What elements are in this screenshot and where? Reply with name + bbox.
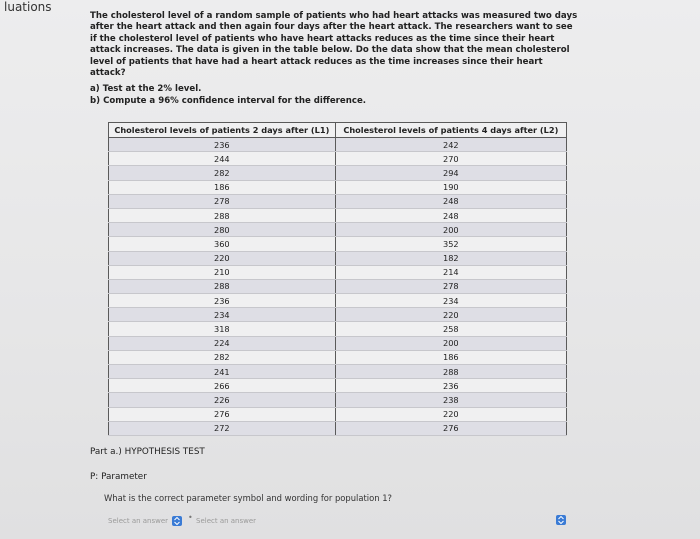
cell-l2: 276 (335, 421, 566, 435)
table-row (109, 166, 567, 180)
table-body (109, 138, 567, 436)
table-row (109, 279, 567, 293)
cell-l1: 278 (109, 194, 336, 208)
cell-l2: 294 (335, 166, 566, 180)
cell-l1: 224 (109, 336, 336, 350)
cell-l2: 182 (335, 251, 566, 265)
dropdown-arrow-icon[interactable] (556, 515, 566, 525)
table-row (109, 265, 567, 279)
cell-l1: 244 (109, 152, 336, 166)
separator-dot: • (188, 513, 193, 522)
cell-l1: 318 (109, 322, 336, 336)
cell-l1: 241 (109, 365, 336, 379)
header-l1: Cholesterol levels of patients 2 days after (L1) (109, 123, 336, 138)
table-row (109, 294, 567, 308)
cell-l1: 186 (109, 180, 336, 194)
answer-select-2[interactable] (196, 514, 566, 527)
cell-l2: 248 (335, 194, 566, 208)
table-row (109, 393, 567, 407)
table-row (109, 237, 567, 251)
table-row (109, 379, 567, 393)
cell-l1: 266 (109, 379, 336, 393)
cell-l1: 282 (109, 350, 336, 364)
cell-l2: 220 (335, 407, 566, 421)
cell-l2: 288 (335, 365, 566, 379)
table-row (109, 322, 567, 336)
table-row (109, 308, 567, 322)
cell-l1: 236 (109, 138, 336, 152)
dropdown-arrow-icon[interactable] (172, 516, 182, 526)
cell-l2: 186 (335, 350, 566, 364)
table-row (109, 407, 567, 421)
cell-l1: 282 (109, 166, 336, 180)
cell-l2: 234 (335, 294, 566, 308)
answer-select-2-value: Select an answer (196, 516, 257, 525)
cell-l1: 236 (109, 294, 336, 308)
cell-l1: 360 (109, 237, 336, 251)
cell-l1: 280 (109, 223, 336, 237)
cell-l1: 210 (109, 265, 336, 279)
task-b: b) Compute a 96% confidence interval for the difference. (90, 96, 367, 106)
cell-l2: 270 (335, 152, 566, 166)
table-row (109, 152, 567, 166)
answer-select-1-value: Select an answer (108, 516, 169, 525)
cell-l2: 248 (335, 208, 566, 222)
cell-l2: 200 (335, 223, 566, 237)
table-header-row (109, 123, 567, 138)
tab-label: luations (4, 0, 52, 14)
cell-l1: 288 (109, 208, 336, 222)
cell-l2: 236 (335, 379, 566, 393)
task-a: a) Test at the 2% level. (90, 84, 202, 94)
cell-l2: 258 (335, 322, 566, 336)
cell-l2: 220 (335, 308, 566, 322)
table-row (109, 180, 567, 194)
answer-select-1[interactable] (108, 514, 182, 527)
table-row (109, 421, 567, 435)
parameter-label: P: Parameter (90, 472, 147, 482)
cell-l2: 214 (335, 265, 566, 279)
cell-l1: 226 (109, 393, 336, 407)
problem-text: The cholesterol level of a random sample of patients who had heart attacks was measured two days after the heart attack and then again four days after the heart attack. The researchers want to see if the cholesterol level of patients who have heart attacks reduces as the time since their heart attack increases. The data is given in the table below. Do the data show that the mean cholesterol level of patients that have had a heart attack reduces as the time increases since their heart attack? (90, 11, 578, 79)
cell-l1: 234 (109, 308, 336, 322)
table-row (109, 336, 567, 350)
cell-l2: 238 (335, 393, 566, 407)
table-row (109, 194, 567, 208)
cell-l2: 190 (335, 180, 566, 194)
table-row (109, 208, 567, 222)
cholesterol-table (108, 122, 567, 436)
cell-l1: 220 (109, 251, 336, 265)
header-l2: Cholesterol levels of patients 4 days after (L2) (335, 123, 566, 138)
cell-l1: 272 (109, 421, 336, 435)
cell-l2: 242 (335, 138, 566, 152)
table-row (109, 251, 567, 265)
cell-l1: 276 (109, 407, 336, 421)
cell-l1: 288 (109, 279, 336, 293)
cell-l2: 278 (335, 279, 566, 293)
cell-l2: 352 (335, 237, 566, 251)
table-row (109, 350, 567, 364)
table-row (109, 223, 567, 237)
table-row (109, 138, 567, 152)
cell-l2: 200 (335, 336, 566, 350)
table-row (109, 365, 567, 379)
part-a-title: Part a.) HYPOTHESIS TEST (90, 447, 205, 457)
question-text: What is the correct parameter symbol and wording for population 1? (104, 493, 392, 503)
